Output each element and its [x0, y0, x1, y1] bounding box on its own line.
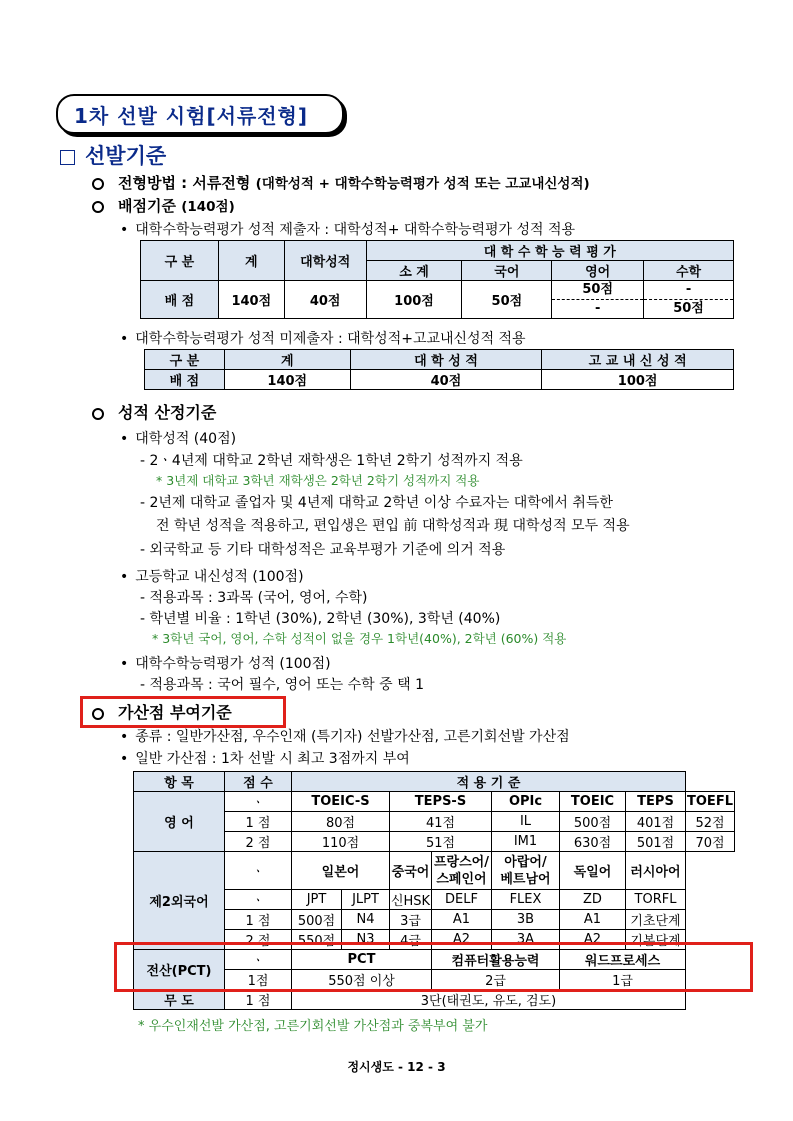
cell-english: 50점 -: [552, 281, 644, 319]
header-suneung: 대 학 수 학 능 력 평 가: [366, 241, 733, 261]
suneung-line-1: - 적용과목 : 국어 필수, 영어 또는 수학 중 택 1: [140, 677, 425, 693]
page-title: 1차 선발 시험[서류전형]: [74, 104, 309, 128]
cell-korean: 50점: [462, 281, 552, 319]
scoring-line: 배점기준 (140점): [92, 195, 235, 216]
case1-text: • 대학수학능력평가 성적 제출자 : 대학성적+ 대학수학능력평가 성적 적용: [120, 219, 575, 239]
lang2-label: 제2외국어: [134, 852, 225, 950]
hs-line-1: - 적용과목 : 3과목 (국어, 영어, 수학): [140, 590, 368, 606]
cell-univ: 40점: [350, 370, 542, 390]
header-math: 수학: [644, 261, 734, 281]
univ-line-2a: - 2년제 대학교 졸업자 및 4년제 대학교 2학년 이상 수료자는 대학에서 취득한: [140, 495, 613, 511]
header-korean: 국어: [462, 261, 552, 281]
bonus-general: • 일반 가산점 : 1차 선발 시 최고 3점까지 부여: [120, 748, 410, 768]
section-heading: 선발기준: [60, 140, 166, 170]
header-total: 계: [218, 241, 284, 281]
cell-total: 140점: [218, 281, 284, 319]
method-line: 전형방법 : 서류전형 (대학성적 + 대학수학능력평가 성적 또는 고교내신성적): [92, 172, 590, 193]
cell-total: 140점: [224, 370, 350, 390]
header-univ: 대학성적: [284, 241, 366, 281]
pct-label: 전산(PCT): [134, 950, 225, 990]
circle-bullet-icon: [92, 708, 104, 720]
header-total: 계: [224, 350, 350, 370]
cell-univ: 40점: [284, 281, 366, 319]
univ-line-3: - 외국학교 등 기타 대학성적은 교육부평가 기준에 의거 적용: [140, 542, 506, 558]
martial-label: 무 도: [134, 990, 225, 1010]
bonus-kind: • 종류 : 일반가산점, 우수인재 (특기자) 선발가산점, 고른기회선발 가산점: [120, 726, 570, 746]
header-gubun: 구 분: [145, 350, 225, 370]
calc-heading: 성적 산정기준: [92, 400, 216, 423]
hs-title: • 고등학교 내신성적 (100점): [120, 566, 304, 586]
header-english: 영어: [552, 261, 644, 281]
univ-note-1: * 3년제 대학교 3학년 재학생은 2학년 2학기 성적까지 적용: [156, 473, 480, 488]
suneung-title: • 대학수학능력평가 성적 (100점): [120, 653, 331, 673]
header-univ: 대 학 성 적: [350, 350, 542, 370]
header-subtotal: 소 계: [366, 261, 462, 281]
header-gubun: 구 분: [141, 241, 219, 281]
hs-note-1: * 3학년 국어, 영어, 수학 성적이 없을 경우 1학년(40%), 2학년 (60%) 적용: [152, 631, 567, 646]
row-label: 배 점: [145, 370, 225, 390]
univ-line-1: - 2ㆍ4년제 대학교 2학년 재학생은 1학년 2학기 성적까지 적용: [140, 453, 523, 469]
univ-title: • 대학성적 (40점): [120, 428, 236, 448]
bonus-note: * 우수인재선발 가산점, 고른기회선발 가산점과 중복부여 불가: [138, 1019, 488, 1034]
page-footer: 정시생도 - 12 - 3: [347, 1060, 446, 1074]
header-criteria: 적 용 기 준: [292, 772, 686, 792]
cell-hs: 100점: [542, 370, 734, 390]
circle-bullet-icon: [92, 408, 104, 420]
row-label: 배 점: [141, 281, 219, 319]
score-table-hs: [144, 349, 734, 390]
checkbox-square-icon: [60, 150, 75, 165]
english-label: 영 어: [134, 792, 225, 852]
cell-math: - 50점: [644, 281, 734, 319]
case2-text: • 대학수학능력평가 성적 미제출자 : 대학성적+고교내신성적 적용: [120, 328, 526, 348]
hs-line-2: - 학년별 비율 : 1학년 (30%), 2학년 (30%), 3학년 (40%): [140, 611, 501, 627]
header-score: 점 수: [225, 772, 292, 792]
circle-bullet-icon: [92, 201, 104, 213]
univ-line-2b: 전 학년 성적을 적용하고, 편입생은 편입 前 대학성적과 現 대학성적 모두 적용: [156, 518, 630, 534]
circle-bullet-icon: [92, 178, 104, 190]
header-hs: 고 교 내 신 성 적: [542, 350, 734, 370]
bonus-heading: 가산점 부여기준: [92, 700, 232, 723]
cell-subtotal: 100점: [366, 281, 462, 319]
bonus-table: 항 목 점 수 적 용 기 준 영 어 ㆍ TOEIC-S TEPS-S OPIc TOEIC TEPS TOEFL 1 점 80점 41점 IL 500점 401점 52점 2 점 110점 51점 IM1 630점 501점 70점 제2외국어 ㆍ 일본어 중국어 프랑스어/ 스페인어 아랍어/ 베트남어 독일어 러시아어 ㆍ JPT JLPT 신HSK DELF FLEX ZD TORFL 1 점 500점 N4 3급 A1 3B A1 기초단계 2 점 550점 N3 4급 A2 3A A2 기본단계 전산(PCT) ㆍ PCT 컴퓨터활용능력 워드프로세스 1점 550점 이상 2급 1급 무 도 1 점 3단(태권도, 유도, 검도): [133, 771, 735, 1010]
highlight-box-pct: [114, 942, 753, 992]
header-item: 항 목: [134, 772, 225, 792]
score-table-suneung: [140, 240, 734, 319]
